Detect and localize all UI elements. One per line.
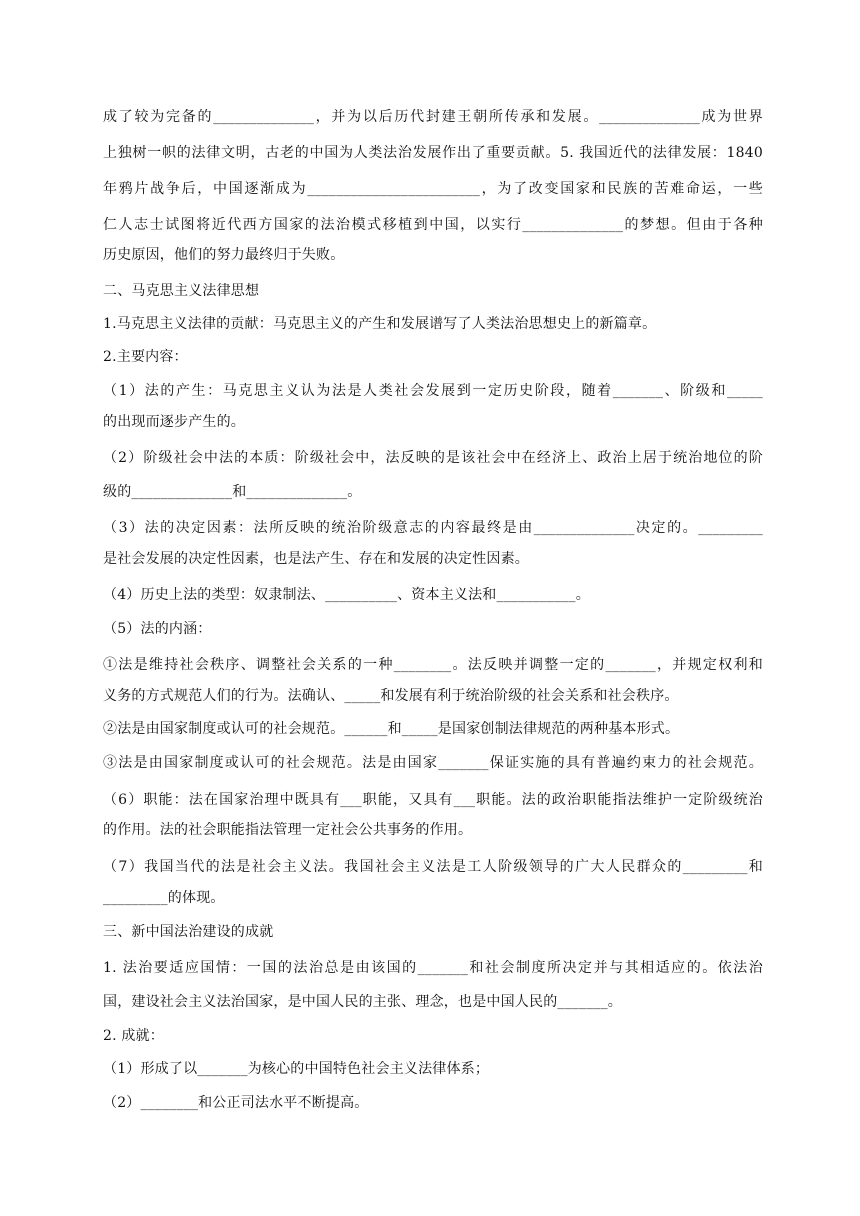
text-line: 的作用。法的社会职能指法管理一定社会公共事务的作用。 [103, 822, 473, 838]
text-line: 的出现而逐步产生的。 [103, 414, 245, 430]
text-line: 仁人志士试图将近代西方国家的法治模式移植到中国，以实行______________的梦想。但由于各种 [103, 217, 763, 233]
text-line: （2）阶级社会中法的本质：阶级社会中，法反映的是该社会中在经济上、政治上居于统治地位的阶 [103, 450, 763, 466]
text-line: 级的______________和______________。 [103, 484, 362, 500]
text-line: （5）法的内涵： [103, 621, 212, 637]
text-line: （2）________和公正司法水平不断提高。 [103, 1095, 369, 1111]
text-line: （6）职能：法在国家治理中既具有___职能，又具有___职能。法的政治职能指法维护一定阶级统治 [103, 792, 763, 808]
text-line: ①法是维持社会秩序、调整社会关系的一种________。法反映并调整一定的_______，并规定权利和 [103, 657, 763, 673]
text-line: 义务的方式规范人们的行为。法确认、_____和发展有利于统治阶级的社会关系和社会秩序。 [103, 688, 679, 704]
section-heading: 二、马克思主义法律思想 [103, 283, 260, 299]
text-line: （3）法的决定因素：法所反映的统治阶级意志的内容最终是由______________决定的。_________ [103, 520, 763, 536]
text-line: 上独树一帜的法律文明，古老的中国为人类法治发展作出了重要贡献。5. 我国近代的法律发展：1840 [103, 145, 763, 161]
text-line: 年鸦片战争后，中国逐渐成为________________________，为了改变国家和民族的苦难命运，一些 [103, 181, 763, 197]
text-line: 成了较为完备的______________，并为以后历代封建王朝所传承和发展。______________成为世界 [103, 109, 763, 125]
text-line: _________的体现。 [103, 890, 225, 906]
text-line: 国，建设社会主义法治国家，是中国人民的主张、理念，也是中国人民的_______。 [103, 994, 622, 1010]
text-line: （1）形成了以_______为核心的中国特色社会主义法律体系； [103, 1061, 490, 1077]
section-heading: 三、新中国法治建设的成就 [103, 924, 274, 940]
text-line: 2.主要内容： [103, 349, 188, 365]
text-line: ③法是由国家制度或认可的社会规范。法是由国家_______保证实施的具有普遍约束力的社会规范。 [103, 755, 763, 771]
text-line: （7）我国当代的法是社会主义法。我国社会主义法是工人阶级领导的广大人民群众的_________和 [103, 859, 763, 875]
text-line: 2. 成就： [103, 1028, 165, 1044]
text-line: 是社会发展的决定性因素，也是法产生、存在和发展的决定性因素。 [103, 551, 529, 567]
text-line: ②法是由国家制度或认可的社会规范。______和_____是国家创制法律规范的两种基本形式。 [103, 721, 680, 737]
text-line: （1）法的产生：马克思主义认为法是人类社会发展到一定历史阶段，随着_______、阶级和_____ [103, 383, 763, 399]
text-line: 1. 法治要适应国情：一国的法治总是由该国的_______和社会制度所决定并与其相适应的。依法治 [103, 960, 763, 976]
text-line: （4）历史上法的类型：奴隶制法、__________、资本主义法和___________。 [103, 587, 590, 603]
text-line: 历史原因，他们的努力最终归于失败。 [103, 247, 345, 263]
text-line: 1.马克思主义法律的贡献：马克思主义的产生和发展谱写了人类法治思想史上的新篇章。 [103, 316, 657, 332]
